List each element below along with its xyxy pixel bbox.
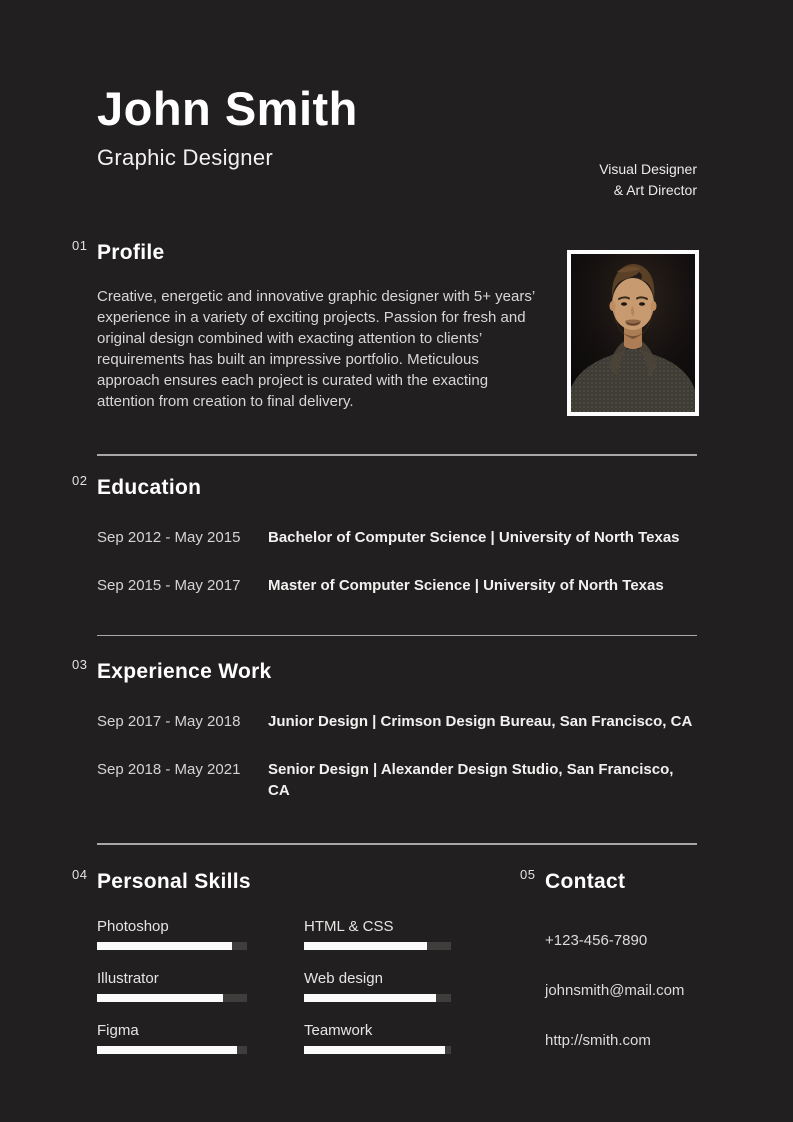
- education-row: [97, 575, 697, 596]
- skill-label: Teamwork: [304, 1021, 373, 1039]
- skills-heading-label: Personal Skills: [97, 869, 251, 893]
- section-number: 04: [72, 866, 88, 882]
- skill-bar: [304, 994, 451, 1002]
- education-section: [72, 472, 697, 596]
- experience-dates: Sep 2018 - May 2021: [97, 761, 241, 779]
- skills-section: [72, 866, 455, 1080]
- education-dates: Sep 2015 - May 2017: [97, 576, 241, 594]
- skill-bar-fill: [304, 1046, 445, 1054]
- contact-heading-label: Contact: [545, 869, 626, 893]
- skill-item-web-design: [304, 970, 451, 1002]
- skills-heading: [72, 866, 455, 894]
- header-subtitle-row: [97, 145, 697, 201]
- person-name: John Smith: [97, 82, 358, 135]
- skill-bar: [97, 1046, 247, 1054]
- profile-section: [72, 238, 697, 412]
- skill-label: Photoshop: [97, 917, 169, 935]
- bottom-row: [72, 866, 697, 1080]
- skill-bar: [97, 942, 247, 950]
- contact-heading: [520, 866, 697, 894]
- contact-email: johnsmith@mail.com: [545, 981, 685, 999]
- section-divider: [97, 454, 697, 456]
- skill-bar-fill: [97, 1046, 237, 1054]
- education-row: [97, 527, 697, 548]
- contact-phone: +123-456-7890: [545, 931, 648, 949]
- skill-bar-fill: [97, 942, 232, 950]
- job-title: Graphic Designer: [97, 145, 273, 171]
- education-detail: Bachelor of Computer Science | University of North Texas: [268, 528, 680, 546]
- tagline-line-1: Visual Designer: [599, 161, 697, 178]
- skill-item-photoshop: [97, 918, 247, 950]
- skill-bar: [304, 942, 451, 950]
- education-heading: [72, 472, 697, 500]
- education-dates: Sep 2012 - May 2015: [97, 528, 241, 546]
- tagline: [599, 159, 697, 201]
- skill-item-teamwork: [304, 1022, 451, 1054]
- experience-row: [97, 711, 697, 732]
- skill-item-html-css: [304, 918, 451, 950]
- experience-row: [97, 759, 697, 801]
- education-detail: Master of Computer Science | University of North Texas: [268, 576, 664, 594]
- experience-heading-label: Experience Work: [97, 660, 272, 684]
- contact-website: http://smith.com: [545, 1031, 651, 1049]
- experience-detail: Senior Design | Alexander Design Studio, San Francisco, CA: [268, 761, 674, 800]
- skills-grid: [97, 918, 455, 1054]
- skill-bar-fill: [97, 994, 223, 1002]
- section-divider: [97, 843, 697, 845]
- tagline-line-2: & Art Director: [613, 182, 697, 199]
- experience-section: [72, 657, 697, 801]
- section-number: 02: [72, 472, 88, 488]
- experience-dates: Sep 2017 - May 2018: [97, 713, 241, 731]
- skill-item-figma: [97, 1022, 247, 1054]
- skill-bar-fill: [304, 994, 436, 1002]
- skill-label: Illustrator: [97, 969, 159, 987]
- skill-bar: [304, 1046, 451, 1054]
- education-heading-label: Education: [97, 475, 202, 499]
- section-divider: [97, 635, 697, 637]
- skill-label: Web design: [304, 969, 383, 987]
- profile-photo: [567, 250, 699, 416]
- section-number: 03: [72, 657, 88, 673]
- portrait-illustration: [571, 254, 695, 412]
- profile-heading-label: Profile: [97, 241, 165, 265]
- experience-heading: [72, 657, 697, 684]
- section-number: 01: [72, 238, 88, 254]
- skill-item-illustrator: [97, 970, 247, 1002]
- experience-detail: Junior Design | Crimson Design Bureau, San Francisco, CA: [268, 713, 693, 731]
- skill-label: Figma: [97, 1021, 139, 1039]
- contact-section: [520, 866, 697, 1080]
- skill-bar: [97, 994, 247, 1002]
- skill-label: HTML & CSS: [304, 917, 394, 935]
- contact-items: [545, 930, 697, 1051]
- section-number: 05: [520, 866, 536, 882]
- skill-bar-fill: [304, 942, 427, 950]
- profile-text: Creative, energetic and innovative graphic designer with 5+ years’ experience in a variety of exciting projects. Passion for fresh and original design combined with exacting attention to clients’ requirements has built an impressive portfolio. Meticulous approach ensures each project is curated with the exacting attention from creation to final delivery.: [97, 288, 535, 411]
